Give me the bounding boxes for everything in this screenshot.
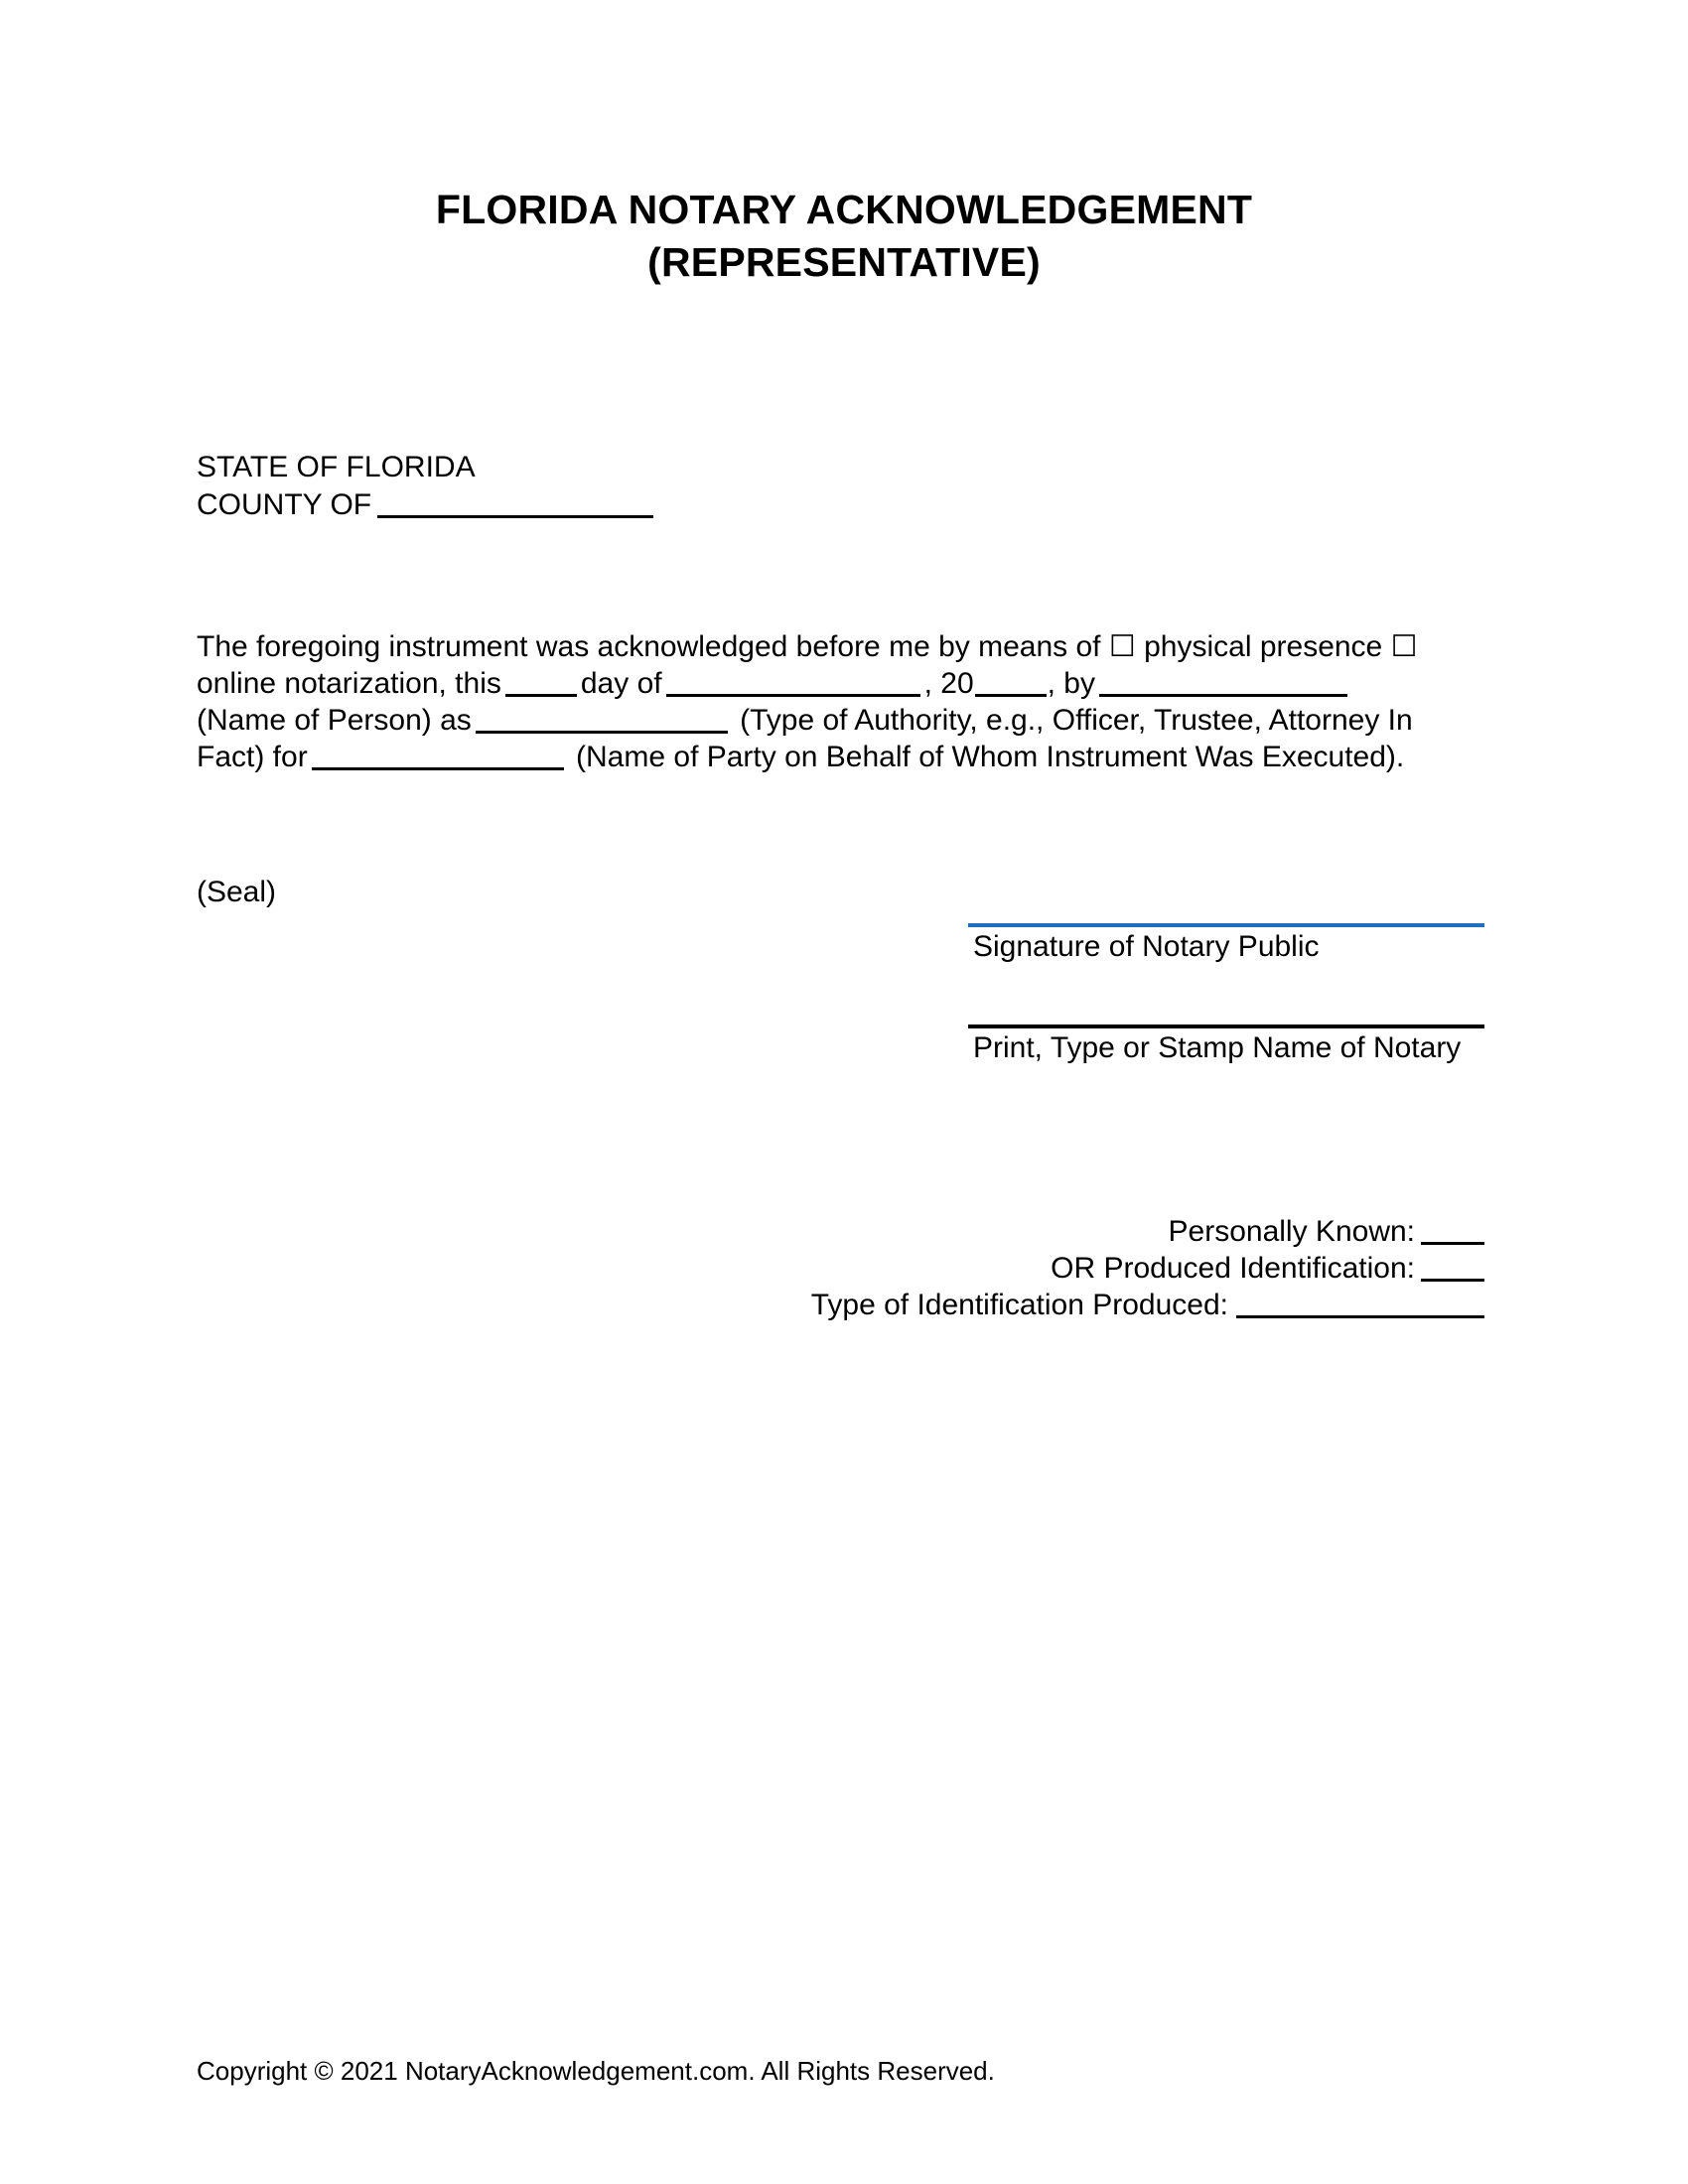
month-fill-in-rule[interactable] — [666, 694, 920, 697]
personally-known-label: Personally Known: — [1168, 1215, 1415, 1248]
authority-fill-in-rule[interactable] — [476, 731, 728, 734]
notary-signature-block — [968, 923, 1484, 967]
county-label: COUNTY OF — [197, 488, 372, 521]
physical-presence-checkbox-icon[interactable]: ☐ — [1108, 630, 1136, 663]
body-line-2-text-a: online notarization, this — [197, 667, 501, 700]
personally-known-row — [596, 1213, 1484, 1250]
body-line-3 — [197, 702, 1487, 739]
county-fill-in-rule[interactable] — [377, 515, 653, 518]
person-name-fill-in-rule[interactable] — [1099, 694, 1347, 697]
type-of-identification-fill-in-rule[interactable] — [1236, 1315, 1484, 1318]
body-line-4-text-b: (Name of Party on Behalf of Whom Instrument Was Executed). — [576, 741, 1405, 773]
page-title — [0, 184, 1688, 289]
acknowledgement-body — [197, 628, 1487, 775]
body-line-1 — [197, 628, 1487, 665]
title-line-2: (REPRESENTATIVE) — [647, 239, 1041, 285]
seal-label: (Seal) — [197, 876, 277, 908]
county-row — [197, 486, 653, 524]
notary-signature-caption: Signature of Notary Public — [973, 930, 1320, 963]
online-notarization-checkbox-icon[interactable]: ☐ — [1390, 630, 1418, 663]
produced-identification-label: OR Produced Identification: — [1051, 1252, 1415, 1285]
venue-block — [197, 449, 653, 524]
year-fill-in-rule[interactable] — [975, 694, 1047, 697]
day-fill-in-rule[interactable] — [505, 694, 577, 697]
title-line-1: FLORIDA NOTARY ACKNOWLEDGEMENT — [435, 187, 1253, 232]
party-fill-in-rule[interactable] — [312, 767, 564, 770]
body-line-1-text-a: The foregoing instrument was acknowledged before me by means of — [197, 630, 1101, 663]
body-line-2-text-d: , by — [1047, 667, 1095, 700]
produced-identification-row — [596, 1250, 1484, 1287]
body-line-3-text-b: (Type of Authority, e.g., Officer, Trustee, Attorney In — [740, 704, 1413, 737]
type-of-identification-label: Type of Identification Produced: — [810, 1289, 1228, 1321]
copyright-footer: Copyright © 2021 NotaryAcknowledgement.com. All Rights Reserved. — [197, 2056, 995, 2086]
produced-identification-fill-in-rule[interactable] — [1421, 1279, 1484, 1282]
body-line-2-text-c: , 20 — [923, 667, 974, 700]
body-line-4 — [197, 739, 1487, 775]
notary-printed-name-block — [968, 1024, 1484, 1068]
notary-printed-name-caption: Print, Type or Stamp Name of Notary — [973, 1031, 1462, 1064]
body-line-2-text-b: day of — [580, 667, 662, 700]
body-line-4-text-a: Fact) for — [197, 741, 308, 773]
body-line-1-text-b: physical presence — [1144, 630, 1383, 663]
body-line-2 — [197, 665, 1487, 702]
body-line-3-text-a: (Name of Person) as — [197, 704, 472, 737]
type-of-identification-row — [596, 1287, 1484, 1323]
state-label: STATE OF FLORIDA — [197, 451, 476, 483]
identification-block — [596, 1213, 1484, 1323]
personally-known-fill-in-rule[interactable] — [1421, 1242, 1484, 1245]
